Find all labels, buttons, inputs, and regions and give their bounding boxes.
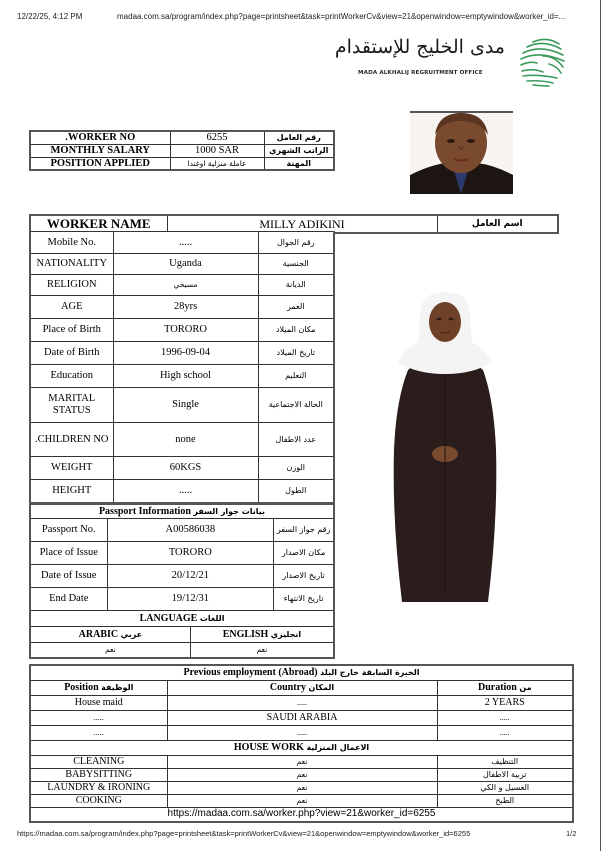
info-label: Mobile No. [30,232,113,254]
employment-row [30,695,573,710]
language-value-row [30,642,334,658]
language-arabic-ar: عربي [120,629,143,639]
header-en: Position [64,681,99,693]
language-english-value: نعم [190,642,334,658]
info-value: ..... [113,480,258,503]
passport-value: TORORO [107,541,274,564]
info-label-ar: عدد الاطفال [258,423,334,457]
employment-position: ..... [30,725,167,740]
employment-country: SAUDI ARABIA [167,710,437,725]
worker-link-row [30,807,573,822]
passport-row [30,541,334,564]
info-label-ar: العمر [258,296,334,319]
worker-name-value: MILLY ADIKINI [167,215,437,233]
passport-label-ar: تاريخ الانتهاء [274,587,334,610]
employment-header-row [30,680,573,695]
info-label-ar: الوزن [258,457,334,480]
info-row [30,319,334,342]
language-title-ar: اللغات [199,613,225,623]
summary-label-ar: رقم العامل [264,131,334,144]
housework-value: نعم [167,755,437,768]
summary-label-ar: الراتب الشهري [264,144,334,157]
info-value: TORORO [113,319,258,342]
info-label-ar: الجنسية [258,254,334,275]
info-label-ar: الطول [258,480,334,503]
info-label: AGE [30,296,113,319]
employment-section-header [30,665,573,680]
language-english-en: ENGLISH [222,628,269,640]
info-row [30,342,334,365]
info-label-ar: رقم الجوال [258,232,334,254]
summary-row [30,131,334,144]
passport-label: Place of Issue [30,541,107,564]
employment-title [30,665,573,680]
page-number: 1/2 [566,829,577,838]
passport-label-ar: تاريخ الاصدار [274,564,334,587]
language-section-header [30,610,334,626]
passport-value: A00586038 [107,518,274,541]
passport-label: End Date [30,587,107,610]
housework-row [30,781,573,794]
info-value: Single [113,388,258,423]
employment-duration: 2 YEARS [437,695,573,710]
employment-duration: ..... [437,725,573,740]
print-header-url: madaa.com.sa/program/index.php?page=printsheet&task=printWorkerCv&view=21&openwindow=emptywindow&worker_id=... [117,12,566,21]
summary-value: عاملة منزلية اوغندا [170,157,264,170]
logo-arabic-name: مدى الخليج للإستقدام [334,36,505,58]
logo-emblem-icon [513,34,569,90]
worker-portrait-photo [410,113,513,194]
summary-label: POSITION APPLIED [30,157,170,170]
header-ar: المكان [308,682,335,692]
info-row [30,232,334,254]
employment-position: ..... [30,710,167,725]
passport-value: 20/12/21 [107,564,274,587]
worker-profile-link[interactable]: https://madaa.com.sa/worker.php?view=21&worker_id=6255 [30,807,573,822]
housework-skill: LAUNDRY & IRONING [30,781,167,794]
summary-label: MONTHLY SALARY [30,144,170,157]
personal-info-table [29,231,335,504]
info-label-ar: مكان الميلاد [258,319,334,342]
logo-english-name: MADA ALKHALIJ REGRUITMENT OFFICE [358,70,483,76]
employment-header-position [30,680,167,695]
print-datetime: 12/22/25, 4:12 PM [17,12,83,21]
info-row [30,388,334,423]
passport-title-en: Passport Information [98,505,191,517]
housework-skill: BABYSITTING [30,768,167,781]
summary-row [30,144,334,157]
info-label-ar: التعليم [258,365,334,388]
info-row [30,275,334,296]
info-value: 28yrs [113,296,258,319]
employment-position: House maid [30,695,167,710]
info-label: MARITAL STATUS [30,388,113,423]
housework-row [30,794,573,807]
passport-label: Passport No. [30,518,107,541]
summary-row [30,157,334,170]
passport-label-ar: مكان الاصدار [274,541,334,564]
employment-duration: ..... [437,710,573,725]
housework-skill: COOKING [30,794,167,807]
employment-table [29,664,574,823]
info-label-ar: الديانة [258,275,334,296]
language-arabic-value: نعم [30,642,190,658]
header-en: Duration [477,681,517,693]
info-row [30,254,334,275]
header-ar: من [519,682,532,692]
language-english-ar: انجليزي [270,629,302,639]
summary-label: .WORKER NO [30,131,170,144]
housework-title-en: HOUSE WORK [233,741,304,753]
info-label: .CHILDREN NO [30,423,113,457]
company-logo [334,34,570,90]
employment-row [30,710,573,725]
passport-title [30,504,334,518]
housework-value: نعم [167,768,437,781]
employment-country: ..... [167,725,437,740]
housework-value: نعم [167,781,437,794]
info-label: HEIGHT [30,480,113,503]
page-edge-divider [600,0,601,851]
info-row [30,296,334,319]
employment-header-duration [437,680,573,695]
housework-section-header [30,740,573,755]
passport-section-header [30,504,334,518]
info-label-ar: الحالة الاجتماعية [258,388,334,423]
housework-row [30,755,573,768]
passport-row [30,587,334,610]
info-label: RELIGION [30,275,113,296]
info-label: NATIONALITY [30,254,113,275]
language-header-row [30,626,334,642]
passport-label: Date of Issue [30,564,107,587]
info-value: 1996-09-04 [113,342,258,365]
header-en: Country [269,681,307,693]
info-label-ar: تاريخ الميلاد [258,342,334,365]
passport-table [29,503,335,659]
passport-row [30,518,334,541]
employment-country: ..... [167,695,437,710]
housework-skill-ar: الغسيل و الكي [437,781,573,794]
worker-name-label-ar: اسم العامل [437,215,558,233]
passport-row [30,564,334,587]
housework-skill-ar: التنظيف [437,755,573,768]
info-value: Uganda [113,254,258,275]
language-arabic-header [30,626,190,642]
summary-label-ar: المهنة [264,157,334,170]
info-value: 60KGS [113,457,258,480]
summary-table [29,130,335,171]
info-label: Place of Birth [30,319,113,342]
employment-title-ar: الخبرة السابقة خارج البلد [320,667,420,677]
info-value: High school [113,365,258,388]
full-body-image [388,290,503,608]
header-ar: الوظيفة [101,682,134,692]
passport-title-ar: بيانات جواز السفر [193,506,266,516]
housework-value: نعم [167,794,437,807]
housework-title [30,740,573,755]
language-title-en: LANGUAGE [139,612,198,624]
info-value: مسيحي [113,275,258,296]
info-row [30,480,334,503]
language-english-header [190,626,334,642]
info-label: Date of Birth [30,342,113,365]
housework-row [30,768,573,781]
housework-skill: CLEANING [30,755,167,768]
housework-skill-ar: الطبخ [437,794,573,807]
housework-skill-ar: تربية الاطفال [437,768,573,781]
info-value: none [113,423,258,457]
language-title [30,610,334,626]
info-row [30,423,334,457]
worker-name-label: WORKER NAME [30,215,167,233]
employment-row [30,725,573,740]
portrait-image [410,113,513,194]
print-footer-url: https://madaa.com.sa/program/index.php?page=printsheet&task=printWorkerCv&view=21&openwindow=emptywindow&worker_id=6255 [17,829,471,838]
passport-label-ar: رقم جواز السفر [274,518,334,541]
summary-value: 6255 [170,131,264,144]
info-row [30,365,334,388]
info-value: ..... [113,232,258,254]
language-arabic-en: ARABIC [78,628,119,640]
housework-title-ar: الاعمال المنزلية [306,742,370,752]
employment-header-country [167,680,437,695]
employment-title-en: Previous employment (Abroad) [183,666,318,678]
info-row [30,457,334,480]
passport-value: 19/12/31 [107,587,274,610]
info-label: WEIGHT [30,457,113,480]
info-label: Education [30,365,113,388]
summary-value: 1000 SAR [170,144,264,157]
worker-full-body-photo [388,290,503,608]
